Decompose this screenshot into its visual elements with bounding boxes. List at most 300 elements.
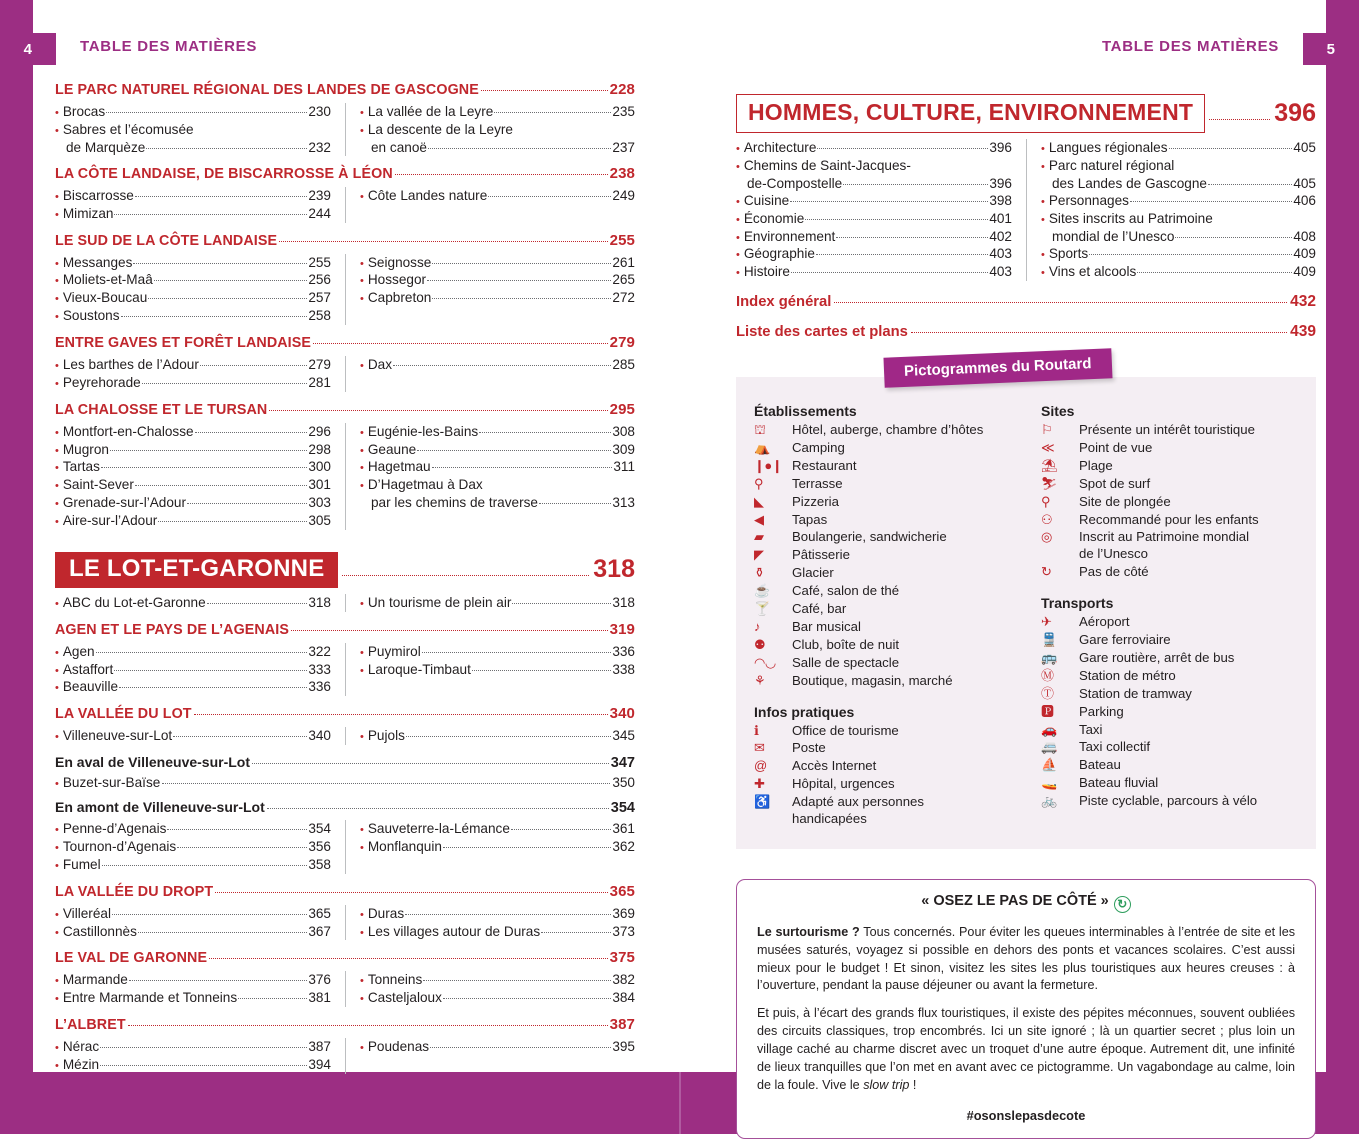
pictogram-category-title: Sites [1041, 403, 1075, 420]
leader-dots [135, 485, 307, 486]
leader-dots [114, 670, 307, 671]
bullet-icon: • [736, 267, 740, 280]
toc-entry-page: 369 [612, 905, 635, 921]
pictogram-row [1041, 529, 1300, 563]
toc-entry[interactable] [360, 661, 635, 679]
toc-entry[interactable] [55, 923, 331, 941]
toc-entry[interactable] [736, 192, 1012, 210]
toc-entry-subcolumn-2 [345, 727, 635, 745]
toc-entry-group [55, 187, 635, 223]
toc-entry[interactable] [360, 187, 635, 205]
toc-entry[interactable] [55, 458, 331, 476]
terrasse-icon: ⚲ [754, 475, 764, 491]
toc-entry-subcolumn-1 [55, 103, 345, 156]
page-gutter-line [679, 1072, 681, 1134]
toc-entry[interactable] [55, 856, 331, 874]
toc-entry[interactable] [55, 103, 331, 121]
toc-entry[interactable] [360, 643, 635, 661]
toc-entry[interactable] [360, 476, 635, 494]
leader-dots [494, 112, 611, 113]
toc-entry[interactable] [360, 254, 635, 272]
toc-entry-label: Les villages autour de Duras [367, 923, 541, 939]
leader-dots [194, 714, 608, 715]
bullet-icon: • [360, 597, 364, 610]
music-note-icon: ♪ [754, 618, 760, 634]
leader-dots [843, 184, 988, 185]
wheelchair-icon: ♿ [754, 794, 770, 810]
leader-dots [488, 196, 611, 197]
toc-entry[interactable] [736, 263, 1012, 281]
pictogram-label: Présente un intérêt touristique [1079, 422, 1255, 438]
bullet-icon: • [55, 516, 59, 529]
toc-entry-label: Buzet-sur-Baïse [62, 775, 161, 791]
toc-entry-group [55, 905, 635, 941]
leader-dots [443, 998, 611, 999]
leader-dots [1169, 148, 1293, 149]
pictogram-row [754, 494, 1027, 511]
hotel-icon: ⛫ [754, 422, 766, 438]
toc-sections-landes [55, 81, 635, 530]
toc-entry-subcolumn-2 [345, 254, 635, 325]
bullet-icon: • [55, 859, 59, 872]
leader-dots [102, 865, 308, 866]
toc-entry-page: 396 [989, 140, 1012, 155]
bullet-icon: • [360, 426, 364, 439]
bullet-icon: • [736, 249, 740, 262]
toc-entry[interactable] [55, 289, 331, 307]
pictogram-row [754, 723, 1027, 740]
toc-entry[interactable] [55, 1056, 331, 1074]
toc-entry[interactable] [736, 139, 1012, 157]
toc-subsection-header[interactable] [55, 799, 635, 816]
pictogram-row [1041, 704, 1300, 721]
leader-dots [106, 112, 307, 113]
leader-dots [135, 196, 307, 197]
bullet-icon: • [55, 311, 59, 324]
toc-entry-label: Tartas [62, 459, 100, 475]
toc-entry[interactable] [55, 139, 331, 156]
bullet-icon: • [55, 975, 59, 988]
toc-index-line[interactable] [736, 293, 1316, 311]
toc-entry-label: Montfort-en-Chalosse [62, 423, 194, 439]
toc-entry[interactable] [55, 187, 331, 205]
section-title: LA CHALOSSE ET LE TURSAN [55, 401, 268, 418]
bullet-icon: • [360, 190, 364, 203]
pictogram-row [754, 476, 1027, 493]
bullet-icon: • [360, 124, 364, 137]
toc-entry[interactable] [55, 905, 331, 923]
pictogram-label: Gare ferroviaire [1079, 632, 1171, 648]
pictogram-row [1041, 686, 1300, 703]
toc-subsection-header[interactable] [55, 754, 635, 771]
toc-entry[interactable] [55, 989, 331, 1007]
bullet-icon: • [1041, 213, 1045, 226]
toc-entry[interactable] [55, 441, 331, 459]
section-page: 365 [609, 882, 635, 900]
toc-entry-label: Beauville [62, 679, 119, 695]
taxi-icon: 🚗 [1041, 721, 1057, 737]
toc-entry[interactable] [360, 838, 635, 856]
leader-dots [100, 1065, 307, 1066]
bullet-icon: • [55, 908, 59, 921]
toc-entry[interactable] [736, 157, 1012, 175]
toc-entry[interactable] [360, 923, 635, 941]
toc-entry-page: 285 [612, 357, 635, 372]
pictogram-label: Recommandé pour les enfants [1079, 511, 1259, 527]
beach-icon: ⛱ [1041, 457, 1058, 473]
toc-entry[interactable] [1041, 228, 1316, 245]
toc-entry-page: 405 [1293, 140, 1316, 155]
callout-paragraph-1 [757, 924, 1295, 996]
toc-entry[interactable] [55, 594, 331, 612]
toc-entry-label: Mimizan [62, 205, 114, 221]
toc-entry[interactable] [360, 820, 635, 838]
toc-entry-label: Astaffort [62, 661, 114, 677]
bullet-icon: • [55, 480, 59, 493]
toc-entry-page: 322 [308, 643, 331, 659]
toc-entry[interactable] [55, 423, 331, 441]
toc-entry[interactable] [55, 1038, 331, 1056]
toc-entry-label: Sports [1048, 245, 1089, 261]
pictogram-row [1041, 494, 1300, 511]
bullet-icon: • [55, 360, 59, 372]
toc-entry[interactable] [1041, 175, 1316, 192]
section-page: 387 [609, 1016, 635, 1034]
toc-entry[interactable] [360, 1038, 635, 1056]
toc-entry[interactable] [360, 989, 635, 1007]
toc-entry[interactable] [360, 594, 635, 612]
pictogram-label: Hôpital, urgences [792, 776, 895, 792]
section-title: LE SUD DE LA CÔTE LANDAISE [55, 232, 278, 249]
toc-entry-page: 257 [308, 290, 331, 306]
toc-section-header[interactable] [55, 401, 635, 418]
bullet-icon: • [360, 1042, 364, 1055]
toc-entry-label: Sauveterre-la-Lémance [367, 821, 510, 837]
bullet-icon: • [55, 824, 59, 837]
pictogram-row [754, 547, 1027, 564]
leader-dots [269, 410, 607, 411]
big-section-page: 396 [1274, 99, 1316, 127]
leader-dots [430, 1047, 611, 1048]
leader-dots [472, 670, 611, 671]
pictogram-row [754, 583, 1027, 600]
toc-entry[interactable] [360, 289, 635, 307]
toc-entry-page: 409 [1293, 245, 1316, 261]
pas-de-cote-icon: ↻ [1041, 564, 1052, 580]
toc-entry[interactable] [1041, 139, 1316, 157]
section-title: L’ALBRET [55, 1017, 126, 1034]
toc-entry-label: Villeneuve-sur-Lot [62, 728, 173, 744]
bicycle-icon: 🚲 [1041, 793, 1057, 809]
toc-entry-page: 398 [989, 192, 1012, 208]
bullet-icon: • [360, 646, 364, 659]
toc-entry-label: Environnement [743, 228, 836, 244]
bullet-icon: • [736, 231, 740, 244]
toc-entry-page: 394 [308, 1057, 331, 1073]
pictogram-row [754, 440, 1027, 457]
toc-section-header[interactable] [55, 1016, 635, 1033]
bullet-icon: • [55, 646, 59, 659]
section-title: LA CÔTE LANDAISE, DE BISCARROSSE À LÉON [55, 165, 393, 182]
toc-entry-group [55, 103, 635, 156]
pictogram-label: Club, boîte de nuit [792, 636, 900, 652]
bullet-icon: • [736, 195, 740, 208]
toc-entry[interactable] [360, 121, 635, 139]
toc-entry-label: Économie [743, 210, 805, 226]
bullet-icon: • [55, 498, 59, 511]
pictogram-row [1041, 632, 1300, 649]
toc-entry-subcolumn-1 [55, 594, 345, 612]
section-page: 228 [609, 81, 635, 98]
running-head-right: TABLE DES MATIÈRES [1101, 38, 1279, 55]
toc-entry[interactable] [55, 254, 331, 272]
bullet-icon: • [55, 257, 59, 270]
toc-entry-label: Aire-sur-l’Adour [62, 513, 158, 529]
bullet-icon: • [55, 597, 59, 610]
pictogram-label: Camping [792, 440, 845, 456]
toc-entry[interactable] [55, 307, 331, 325]
toc-entry[interactable] [1041, 192, 1316, 210]
toc-entry-group [55, 423, 635, 530]
toc-entry[interactable] [55, 121, 331, 139]
toc-entry-label: Hagetmau [367, 459, 431, 475]
bullet-icon: • [55, 444, 59, 457]
callout-body-2b: ! [909, 1077, 917, 1092]
toc-entry[interactable] [55, 271, 331, 289]
toc-entry-subcolumn-2 [1026, 139, 1316, 281]
toc-entry[interactable] [55, 727, 331, 745]
pictogram-category-title: Établissements [754, 403, 857, 420]
toc-entry[interactable] [1041, 263, 1316, 281]
bullet-icon: • [360, 993, 364, 1006]
toc-entry[interactable] [736, 175, 1012, 192]
toc-entry[interactable] [55, 374, 331, 392]
toc-entry[interactable] [55, 838, 331, 856]
section-page: 279 [609, 334, 635, 351]
toc-entry[interactable] [360, 271, 635, 289]
toc-entry-label: Cuisine [743, 192, 790, 208]
pictogram-row [1041, 793, 1300, 810]
toc-entry[interactable] [55, 678, 331, 696]
section-page: 340 [609, 705, 635, 723]
surf-icon: ⛷ [1041, 475, 1058, 491]
viewpoint-icon: ≪ [1041, 440, 1055, 456]
toc-entry-label: Dax [367, 357, 393, 372]
tapas-icon: ◀ [754, 511, 764, 527]
toc-entry-label: Personnages [1048, 192, 1129, 208]
toc-entry[interactable] [360, 727, 635, 745]
bullet-icon: • [1041, 143, 1045, 155]
toc-entry[interactable] [360, 423, 635, 441]
leader-dots [417, 450, 611, 451]
bullet-icon: • [360, 480, 364, 493]
leader-dots [238, 998, 307, 999]
toc-section-header[interactable] [55, 705, 635, 722]
callout-body-2a: Et puis, à l’écart des grands flux touristiques, il existe des pépites méconnues, souvent oubliées des circuits classiques, trop encombrés. Ici un site ignoré ; là un quartier secret ; plus loin un village caché au charme discret avec un troquet d’une autre époque. Autrement dit, une infinité de lieux tranquilles que l’on met en avant avec ce pictogramme. Un vagabondage au calme, loin de la foule. Vive le [757, 1006, 1295, 1092]
toc-entry[interactable] [55, 205, 331, 223]
pictogram-label: Aéroport [1079, 614, 1130, 630]
bullet-icon: • [360, 824, 364, 837]
toc-entry-label: Un tourisme de plein air [367, 594, 512, 610]
toc-section-header[interactable] [55, 165, 635, 182]
bullet-icon: • [55, 682, 59, 695]
pictogram-label: Station de tramway [1079, 685, 1192, 701]
toc-entry[interactable] [360, 905, 635, 923]
toc-entry[interactable] [360, 458, 635, 476]
toc-entry-label: Duras [367, 905, 405, 921]
index-line-label: Liste des cartes et plans [736, 324, 908, 341]
callout-paragraph-2 [757, 1005, 1295, 1094]
pictogram-row [754, 512, 1027, 529]
toc-entry-page: 333 [308, 661, 331, 677]
bullet-icon: • [360, 444, 364, 457]
toc-section-header[interactable] [55, 883, 635, 900]
bullet-icon: • [55, 208, 59, 221]
toc-entry-page: 356 [308, 839, 331, 855]
toc-entry-label: Mugron [62, 441, 109, 457]
pas-de-cote-callout [736, 879, 1316, 1139]
toc-entry-label: Sabres et l’écomusée [62, 121, 194, 137]
bullet-icon: • [360, 360, 364, 372]
leader-dots [128, 1025, 608, 1026]
leader-dots [279, 241, 608, 242]
toc-entry-group [55, 254, 635, 325]
toc-section-header[interactable] [55, 334, 635, 351]
leader-dots [805, 219, 988, 220]
toc-section-header[interactable] [55, 621, 635, 638]
toc-entry-page: 281 [308, 374, 331, 390]
leader-dots [291, 630, 608, 631]
toc-entry[interactable] [360, 139, 635, 156]
callout-italic: slow trip [863, 1077, 910, 1092]
toc-entry[interactable] [736, 210, 1012, 228]
toc-entry-page: 249 [612, 187, 635, 203]
leader-dots [1209, 119, 1270, 120]
big-section-page: 318 [593, 555, 635, 584]
toc-entry[interactable] [55, 356, 331, 374]
section-page: 319 [609, 620, 635, 638]
toc-entry-label: Agen [62, 643, 95, 659]
leader-dots [834, 302, 1287, 303]
toc-entry-page: 305 [308, 513, 331, 529]
pictogram-row [754, 794, 1027, 828]
bullet-icon: • [360, 926, 364, 939]
toc-entry-label: par les chemins de traverse [371, 495, 538, 511]
parking-icon: 🅿 [1041, 703, 1054, 719]
leader-dots [479, 432, 611, 433]
pictogram-row [1041, 458, 1300, 475]
bullet-icon: • [360, 908, 364, 921]
bullet-icon: • [55, 107, 59, 119]
toc-entry[interactable] [55, 643, 331, 661]
section-page: 238 [609, 164, 635, 182]
toc-entry[interactable] [360, 494, 635, 511]
big-section-hommes-culture[interactable] [736, 94, 1316, 133]
toc-entry[interactable] [360, 356, 635, 374]
toc-index-line[interactable] [736, 323, 1316, 341]
toc-entry[interactable] [55, 661, 331, 679]
pictogram-label: Adapté aux personnes handicapées [792, 794, 1027, 828]
bullet-icon: • [55, 993, 59, 1006]
toc-entry-page: 402 [989, 228, 1012, 244]
pictogram-row [754, 655, 1027, 672]
leader-dots [511, 829, 611, 830]
toc-entry-label: de Marquèze [66, 139, 146, 155]
leader-dots [110, 450, 307, 451]
bullet-icon: • [360, 664, 364, 677]
index-line-page: 432 [1290, 293, 1316, 311]
toc-entry-page: 376 [308, 972, 331, 988]
toc-section-header[interactable] [55, 81, 635, 98]
toc-entry-subcolumn-1 [55, 356, 345, 392]
toc-entry-subcolumn-1 [55, 1038, 345, 1074]
toc-entry[interactable] [55, 494, 331, 512]
toc-section-header[interactable] [55, 232, 635, 249]
pictogram-label: Hôtel, auberge, chambre d’hôtes [792, 422, 984, 438]
leader-dots [148, 298, 307, 299]
toc-entry-page: 300 [308, 459, 331, 475]
toc-entry-subcolumn-1 [55, 423, 345, 530]
toc-entries-hommes-culture [736, 139, 1316, 281]
toc-entry[interactable] [55, 820, 331, 838]
pictogram-label-line2: de l’Unesco [1079, 546, 1148, 562]
toc-section-header[interactable] [55, 949, 635, 966]
toc-entry-page: 272 [612, 290, 635, 306]
toc-entry[interactable] [55, 512, 331, 530]
toc-entry[interactable] [1041, 210, 1316, 228]
toc-entry-page: 403 [989, 264, 1012, 280]
toc-entry-page: 244 [308, 205, 331, 221]
pictogram-row [754, 422, 1027, 439]
pictogram-label: Poste [792, 740, 826, 756]
big-section-lot-et-garonne[interactable] [55, 552, 635, 588]
pictogram-label: Spot de surf [1079, 475, 1151, 491]
pictogram-label: Tapas [792, 511, 828, 527]
leader-dots [112, 914, 307, 915]
toc-entry-label: Brocas [62, 104, 106, 119]
toc-entry-subcolumn-1 [736, 139, 1026, 281]
page-frame-right [1326, 0, 1359, 1134]
toc-entry[interactable] [55, 476, 331, 494]
toc-entry[interactable] [1041, 245, 1316, 263]
leader-dots [428, 148, 611, 149]
toc-entry[interactable] [736, 245, 1012, 263]
toc-entry[interactable] [1041, 157, 1316, 175]
toc-entry[interactable] [55, 775, 635, 790]
bullet-icon: • [360, 731, 364, 744]
bullet-icon: • [736, 213, 740, 226]
bus-icon: 🚌 [1041, 649, 1057, 665]
toc-entry-label: Marmande [62, 972, 128, 988]
pictograms-panel [736, 355, 1316, 849]
leader-dots [432, 263, 611, 264]
bullet-icon: • [55, 1060, 59, 1073]
toc-entry[interactable] [360, 441, 635, 459]
toc-entry-label: Peyrehorade [62, 374, 141, 390]
toc-entry-page: 340 [308, 728, 331, 744]
toc-entry[interactable] [736, 228, 1012, 246]
pictogram-label: Café, bar [792, 601, 847, 617]
toc-entry[interactable] [55, 971, 331, 989]
toc-entry-group [55, 594, 635, 612]
leader-dots [432, 298, 611, 299]
toc-entry[interactable] [360, 103, 635, 121]
callout-lead: Le surtourisme ? [757, 924, 860, 939]
toc-entry[interactable] [360, 971, 635, 989]
info-icon: ℹ [754, 722, 759, 738]
bullet-icon: • [55, 293, 59, 306]
leader-dots [816, 254, 988, 255]
